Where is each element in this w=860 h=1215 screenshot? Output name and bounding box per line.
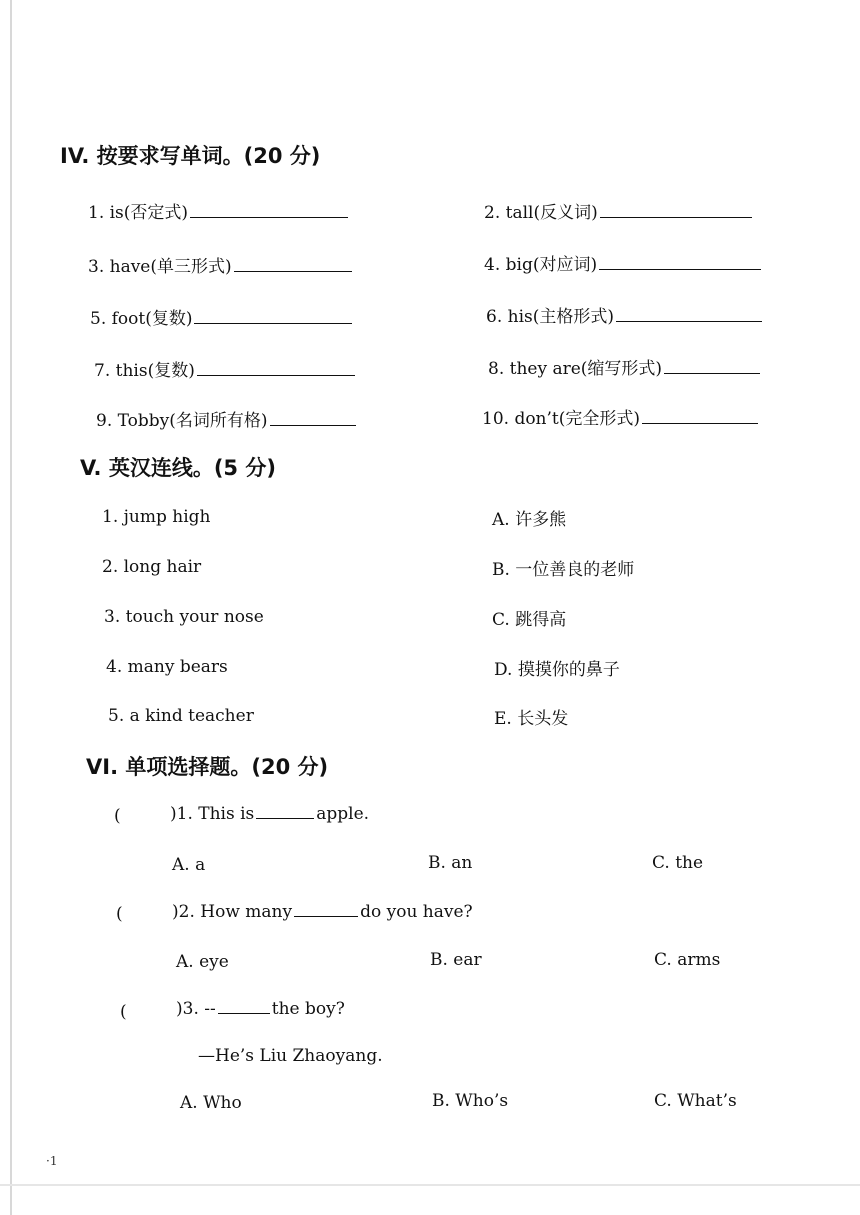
fill-item-label: 4. big(对应词)	[484, 255, 598, 275]
fill-item-10	[482, 404, 758, 429]
question-text: )3. --	[176, 999, 216, 1019]
match-english-5[interactable]: 5. a kind teacher	[108, 706, 254, 726]
q1-option-c[interactable]: C. the	[652, 853, 704, 873]
question-blank[interactable]	[294, 902, 358, 917]
page-bottom-edge	[0, 1184, 860, 1186]
fill-item-2	[484, 198, 752, 223]
fill-item-label: 10. don’t(完全形式)	[482, 409, 641, 429]
q1-option-a[interactable]: A. a	[172, 855, 206, 875]
question-text: apple.	[316, 804, 370, 824]
question-blank[interactable]	[256, 804, 314, 819]
fill-item-5	[90, 304, 352, 329]
match-english-2[interactable]: 2. long hair	[102, 557, 202, 577]
fill-item-label: 7. this(复数)	[94, 361, 195, 381]
fill-item-label: 2. tall(反义词)	[484, 203, 598, 223]
answer-blank[interactable]	[642, 408, 758, 424]
q2-option-a[interactable]: A. eye	[176, 952, 229, 972]
question-2	[172, 902, 473, 922]
fill-item-9	[96, 406, 356, 431]
match-english-3[interactable]: 3. touch your nose	[104, 607, 264, 627]
answer-blank[interactable]	[270, 410, 356, 426]
match-chinese-c[interactable]: C. 跳得高	[492, 610, 567, 630]
section-5-title: V. 英汉连线。(5 分)	[80, 456, 276, 480]
fill-item-3	[88, 252, 352, 277]
fill-item-6	[486, 302, 762, 327]
section-6-title: VI. 单项选择题。(20 分)	[86, 755, 329, 779]
q3-answer-line: —He’s Liu Zhaoyang.	[198, 1046, 383, 1066]
section-4-title: IV. 按要求写单词。(20 分)	[60, 144, 321, 168]
match-chinese-b[interactable]: B. 一位善良的老师	[492, 560, 635, 580]
fill-item-7	[94, 356, 355, 381]
question-blank[interactable]	[218, 999, 270, 1014]
fill-item-label: 3. have(单三形式)	[88, 257, 232, 277]
q3-option-a[interactable]: A. Who	[180, 1093, 242, 1113]
match-chinese-d[interactable]: D. 摸摸你的鼻子	[494, 660, 620, 680]
fill-item-1	[88, 198, 348, 223]
fill-item-label: 6. his(主格形式)	[486, 307, 614, 327]
match-english-4[interactable]: 4. many bears	[106, 657, 228, 677]
fill-item-label: 1. is(否定式)	[88, 203, 189, 223]
match-english-1[interactable]: 1. jump high	[102, 507, 211, 527]
q3-option-b[interactable]: B. Who’s	[432, 1091, 509, 1111]
fill-item-label: 9. Tobby(名词所有格)	[96, 411, 268, 431]
fill-item-label: 8. they are(缩写形式)	[488, 359, 663, 379]
answer-blank[interactable]	[599, 254, 761, 270]
q2-option-b[interactable]: B. ear	[430, 950, 482, 970]
question-3	[176, 999, 345, 1019]
match-chinese-e[interactable]: E. 长头发	[494, 709, 569, 729]
answer-blank[interactable]	[616, 306, 762, 322]
q3-option-c[interactable]: C. What’s	[654, 1091, 737, 1111]
match-chinese-a[interactable]: A. 许多熊	[492, 510, 567, 530]
fill-item-label: 5. foot(复数)	[90, 309, 193, 329]
question-text: )2. How many	[172, 902, 293, 922]
answer-paren-open[interactable]: (	[116, 904, 123, 924]
answer-blank[interactable]	[197, 360, 355, 376]
question-text: )1. This is	[170, 804, 255, 824]
question-1	[170, 804, 369, 824]
question-text: do you have?	[360, 902, 473, 922]
answer-blank[interactable]	[190, 202, 348, 218]
answer-blank[interactable]	[600, 202, 752, 218]
answer-blank[interactable]	[234, 256, 352, 272]
page-number: ·1	[46, 1154, 58, 1168]
fill-item-4	[484, 250, 761, 275]
page-left-edge	[10, 0, 12, 1215]
fill-item-8	[488, 354, 760, 379]
question-text: the boy?	[271, 999, 345, 1019]
answer-blank[interactable]	[194, 308, 352, 324]
answer-paren-open[interactable]: (	[114, 806, 121, 826]
q2-option-c[interactable]: C. arms	[654, 950, 721, 970]
q1-option-b[interactable]: B. an	[428, 853, 473, 873]
answer-paren-open[interactable]: (	[120, 1002, 127, 1022]
answer-blank[interactable]	[664, 358, 760, 374]
